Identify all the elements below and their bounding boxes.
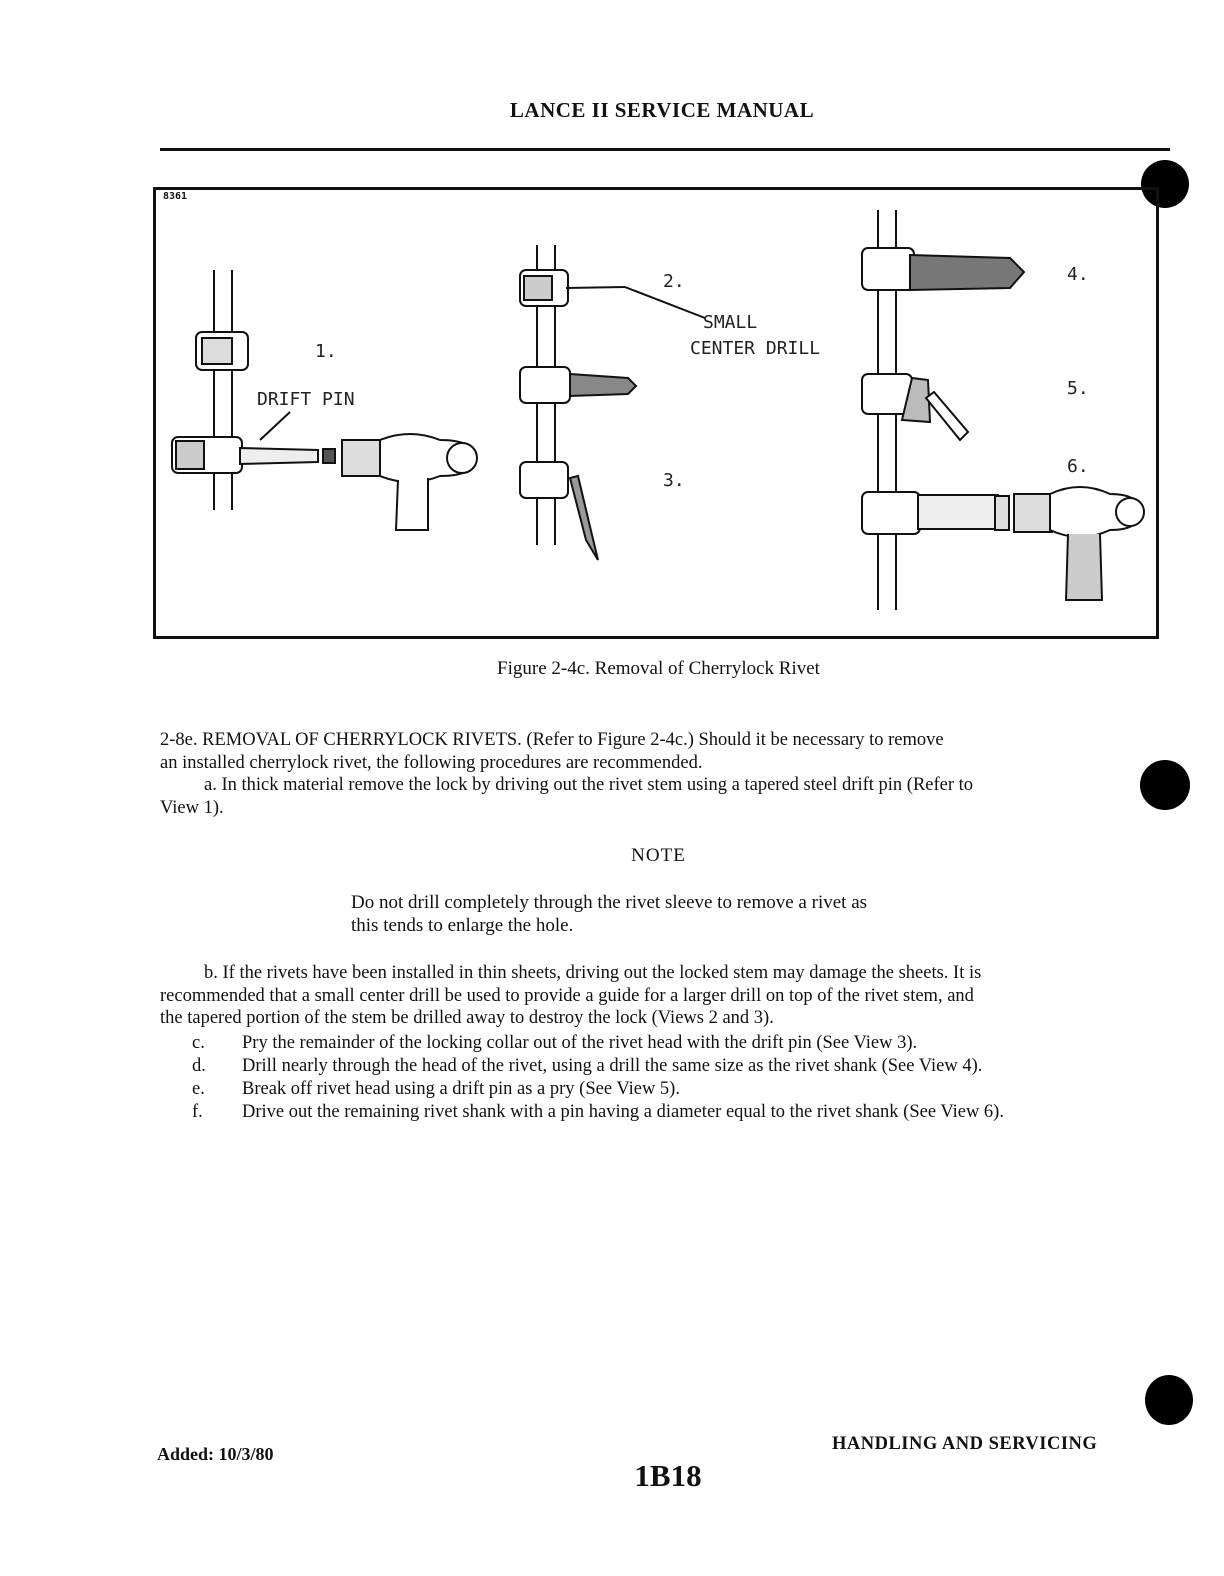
- footer-section-name: HANDLING AND SERVICING: [832, 1434, 1098, 1454]
- list-item-key: e.: [192, 1079, 205, 1099]
- list-item: [160, 1078, 1160, 1101]
- list-item: [160, 1101, 1160, 1124]
- item-b-line-2: recommended that a small center drill be used to provide a guide for a larger drill on top of the rivet stem, and: [160, 985, 974, 1006]
- center-drill-label: CENTER DRILL: [690, 338, 821, 359]
- view-3-label: 3.: [663, 470, 685, 491]
- view-1-label: 1.: [315, 341, 337, 362]
- drift-pin-label: DRIFT PIN: [257, 389, 355, 410]
- section-line-1: 2-8e. REMOVAL OF CHERRYLOCK RIVETS. (Refer to Figure 2-4c.) Should it be necessary to remove: [160, 730, 944, 750]
- page-number: 1B18: [634, 1458, 702, 1493]
- page-header-title: LANCE II SERVICE MANUAL: [509, 98, 815, 122]
- view-4-label: 4.: [1067, 264, 1089, 285]
- list-item-text: Pry the remainder of the locking collar out of the rivet head with the drift pin (See View 3).: [242, 1033, 918, 1053]
- procedure-list: [160, 1032, 1160, 1124]
- item-a-line-1: a. In thick material remove the lock by driving out the rivet stem using a tapered steel drift pin (Refer to: [204, 775, 974, 795]
- item-b-line-3: the tapered portion of the stem be drilled away to destroy the lock (Views 2 and 3).: [160, 1008, 774, 1028]
- list-item: [160, 1032, 1160, 1055]
- note-body: [351, 891, 991, 937]
- item-b-line-1: b. If the rivets have been installed in thin sheets, driving out the locked stem may damage the sheets. It is: [204, 963, 982, 983]
- small-label: SMALL: [703, 312, 758, 333]
- section-line-2: an installed cherrylock rivet, the following procedures are recommended.: [160, 752, 703, 773]
- note-line-2: this tends to enlarge the hole.: [351, 915, 574, 936]
- list-item: [160, 1055, 1160, 1078]
- item-a-line-2: View 1).: [160, 797, 224, 818]
- list-item-text: Break off rivet head using a drift pin as a pry (See View 5).: [242, 1079, 680, 1099]
- list-item-text: Drill nearly through the head of the rivet, using a drill the same size as the rivet shank (See View 4).: [242, 1056, 983, 1076]
- figure-id-code: 8361: [163, 191, 188, 202]
- list-item-key: d.: [192, 1056, 206, 1076]
- view-6-label: 6.: [1067, 456, 1089, 477]
- list-item-key: f.: [192, 1102, 203, 1122]
- section-paragraph: [160, 729, 1160, 819]
- view-5-label: 5.: [1067, 378, 1089, 399]
- list-item-text: Drive out the remaining rivet shank with a pin having a diameter equal to the rivet shank (See View 6).: [242, 1102, 1004, 1122]
- view-2-label: 2.: [663, 271, 685, 292]
- figure-caption: Figure 2-4c. Removal of Cherrylock Rivet: [497, 658, 820, 679]
- item-b-paragraph: [160, 962, 1160, 1030]
- note-title: NOTE: [631, 845, 686, 866]
- list-item-key: c.: [192, 1033, 205, 1053]
- note-line-1: Do not drill completely through the rivet sleeve to remove a rivet as: [351, 892, 868, 913]
- footer-added-date: Added: 10/3/80: [157, 1444, 274, 1464]
